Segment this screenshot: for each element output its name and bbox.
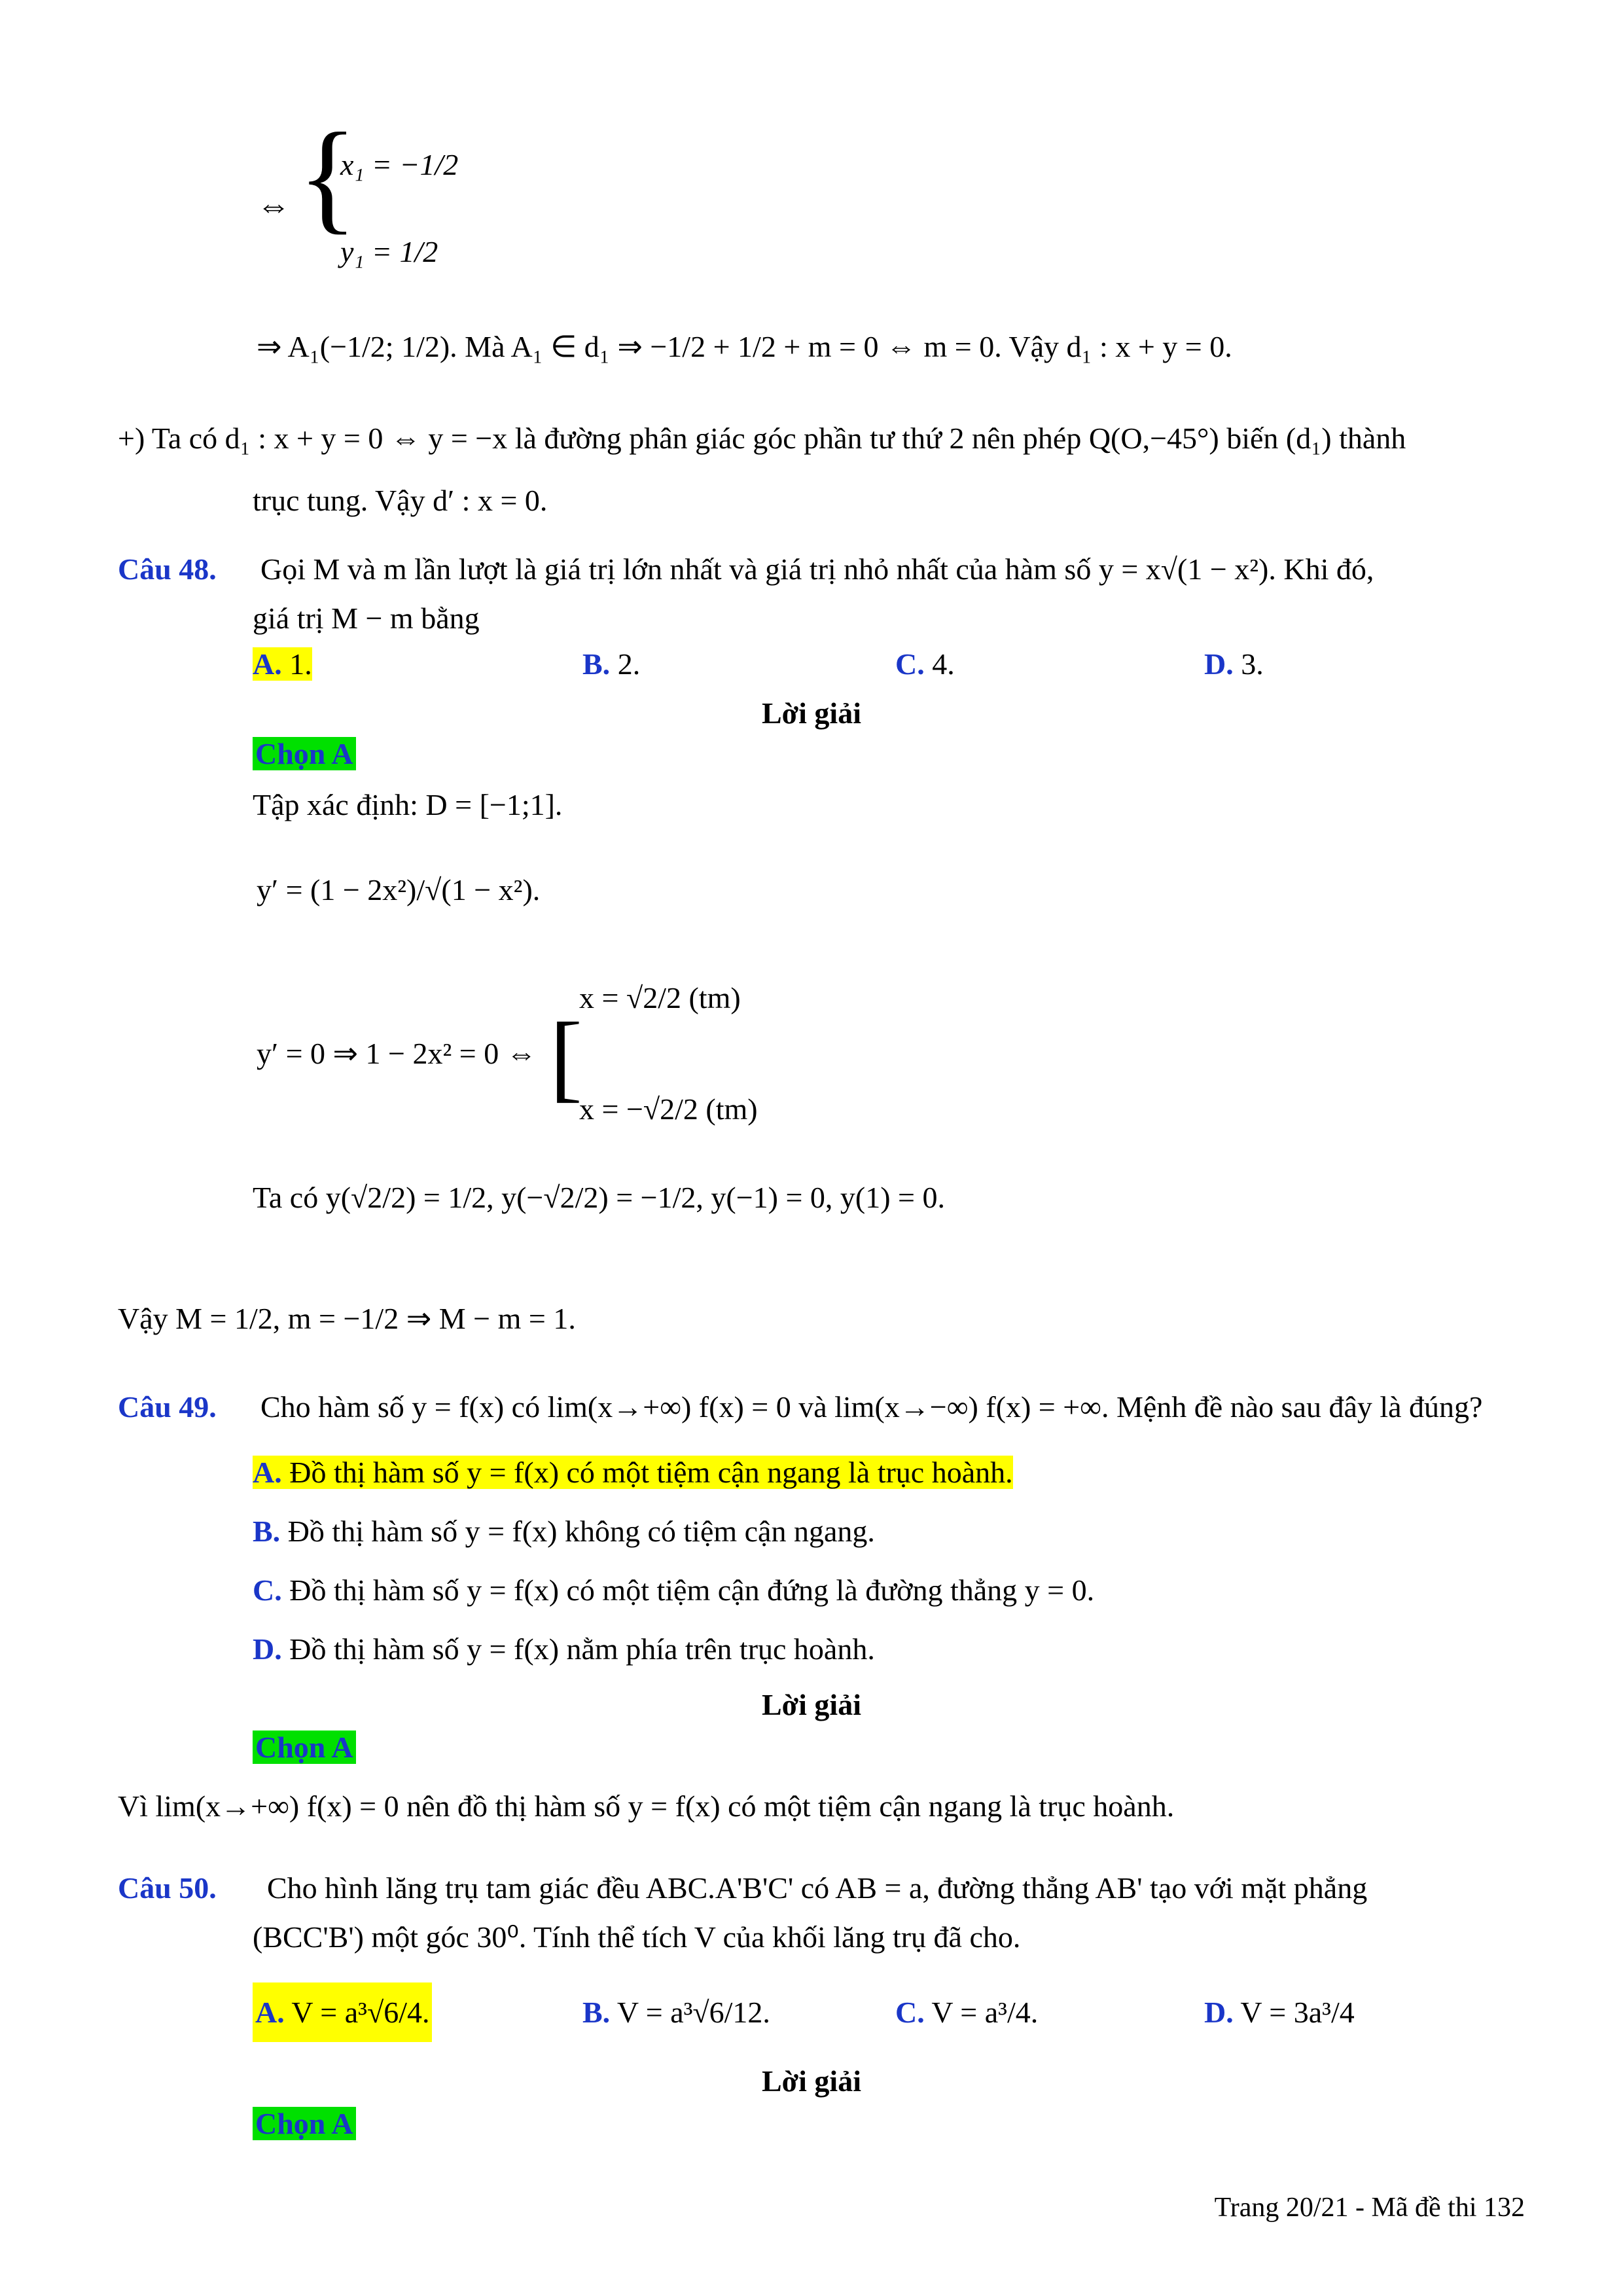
q48-option-c-letter: C. xyxy=(895,647,925,681)
q50-option-d-value: V = 3a³/4 xyxy=(1240,1996,1355,2029)
q50-option-c-value: V = a³/4. xyxy=(931,1996,1039,2029)
q49-option-d xyxy=(253,1630,875,1669)
q48-choice xyxy=(253,734,356,774)
q48-step-zero: y′ = 0 ⇒ 1 − 2x² = 0 ⇔ xyxy=(257,1037,537,1070)
q50-option-b xyxy=(582,1993,770,2032)
q48-option-c xyxy=(895,645,955,684)
q48-choice-badge: Chọn A xyxy=(253,737,356,770)
q49-choice-badge: Chọn A xyxy=(253,1731,356,1764)
q50-option-b-letter: B. xyxy=(582,1996,611,2029)
q49-explanation: Vì lim(x→+∞) f(x) = 0 nên đồ thị hàm số y = f(x) có một tiệm cận ngang là trục hoành. xyxy=(118,1789,1175,1823)
q50-option-a xyxy=(253,1993,432,2032)
q48-bracket: [ xyxy=(550,1003,582,1111)
q48-step-derivative: y′ = (1 − 2x²)/√(1 − x²). xyxy=(257,873,541,906)
q48-option-a-value: 1. xyxy=(289,647,312,681)
q50-text-2: (BCC'B') một góc 30⁰. Tính thể tích V của khối lăng trụ đã cho. xyxy=(253,1920,1021,1954)
q49-option-d-value: Đồ thị hàm số y = f(x) nằm phía trên trục hoành. xyxy=(289,1632,875,1666)
q48-option-d xyxy=(1204,645,1264,684)
q50-label: Câu 50. xyxy=(118,1871,217,1905)
q50-choice xyxy=(253,2104,356,2144)
q48-label: Câu 48. xyxy=(118,552,217,586)
q48-option-a-letter: A. xyxy=(253,647,282,681)
q50-solution-title: Lời giải xyxy=(762,2064,861,2098)
point-a1-line: ⇒ A₁(−1/2; 1/2). Mà A₁ ∈ d₁ ⇒ −1/2 + 1/2 + m = 0 ⇔ m = 0. Vậy d₁ : x + y = 0. xyxy=(257,330,1232,363)
q49-solution-title: Lời giải xyxy=(762,1688,861,1721)
q50-option-a-value: V = a³√6/4. xyxy=(291,1996,430,2029)
q50-choice-badge: Chọn A xyxy=(253,2107,356,2140)
rotation-line-2: trục tung. Vậy d′ : x = 0. xyxy=(253,484,548,517)
q50-option-b-value: V = a³√6/12. xyxy=(616,1996,770,2029)
q49-option-b xyxy=(253,1512,875,1551)
q48-option-b-letter: B. xyxy=(582,647,611,681)
q49-option-c-letter: C. xyxy=(253,1573,282,1607)
q48-option-d-letter: D. xyxy=(1204,647,1234,681)
q50-option-d xyxy=(1204,1993,1355,2032)
q48-step-domain: Tập xác định: D = [−1;1]. xyxy=(253,788,563,821)
q49-option-c-value: Đồ thị hàm số y = f(x) có một tiệm cận đứng là đường thẳng y = 0. xyxy=(289,1573,1095,1607)
q50-option-c xyxy=(895,1993,1038,2032)
q49-option-a xyxy=(253,1453,1013,1492)
q49-label: Câu 49. xyxy=(118,1390,217,1424)
system-brace: { xyxy=(298,108,358,245)
q48-solution-title: Lời giải xyxy=(762,696,861,730)
q49-option-b-value: Đồ thị hàm số y = f(x) không có tiệm cận ngang. xyxy=(287,1515,875,1548)
q48-option-c-value: 4. xyxy=(932,647,955,681)
q49-option-c xyxy=(253,1571,1094,1610)
q48-option-b xyxy=(582,645,640,684)
q49-option-d-letter: D. xyxy=(253,1632,282,1666)
q48-step-values: Ta có y(√2/2) = 1/2, y(−√2/2) = −1/2, y(−1) = 0, y(1) = 0. xyxy=(253,1181,945,1214)
rotation-line-1: +) Ta có d₁ : x + y = 0 ⇔ y = −x là đường phân giác góc phần tư thứ 2 nên phép Q(O,−45°) biến (d₁) thành xyxy=(118,422,1406,455)
q49-option-a-letter: A. xyxy=(253,1456,282,1489)
q49-option-a-value: Đồ thị hàm số y = f(x) có một tiệm cận ngang là trục hoành. xyxy=(289,1456,1013,1489)
q50-text-1: Cho hình lăng trụ tam giác đều ABC.A'B'C' có AB = a, đường thẳng AB' tạo với mặt phẳng xyxy=(267,1871,1368,1905)
eq-x1: x₁ = −1/2 xyxy=(340,148,459,181)
q48-step-conclusion: Vậy M = 1/2, m = −1/2 ⇒ M − m = 1. xyxy=(118,1302,576,1335)
q48-option-d-value: 3. xyxy=(1241,647,1264,681)
q50-option-a-letter: A. xyxy=(255,1996,285,2029)
q49-choice xyxy=(253,1728,356,1767)
page-footer: Trang 20/21 - Mã đề thi 132 xyxy=(1214,2193,1525,2223)
q48-option-a xyxy=(253,645,312,684)
q50-option-c-letter: C. xyxy=(895,1996,925,2029)
q48-root-1: x = √2/2 (tm) xyxy=(579,981,741,1014)
eq-y1: y₁ = 1/2 xyxy=(340,235,438,268)
q48-option-b-value: 2. xyxy=(617,647,641,681)
q49-option-b-letter: B. xyxy=(253,1515,281,1548)
q48-text-2: giá trị M − m bằng xyxy=(253,601,480,635)
q50-option-d-letter: D. xyxy=(1204,1996,1234,2029)
q48-root-2: x = −√2/2 (tm) xyxy=(579,1092,758,1126)
q48-text-1: Gọi M và m lần lượt là giá trị lớn nhất và giá trị nhỏ nhất của hàm số y = x√(1 − x²). Khi đó, xyxy=(260,552,1374,586)
q49-text: Cho hàm số y = f(x) có lim(x→+∞) f(x) = 0 và lim(x→−∞) f(x) = +∞. Mệnh đề nào sau đây là đúng? xyxy=(260,1390,1483,1424)
equivalence-arrow: ⇔ xyxy=(257,187,291,224)
